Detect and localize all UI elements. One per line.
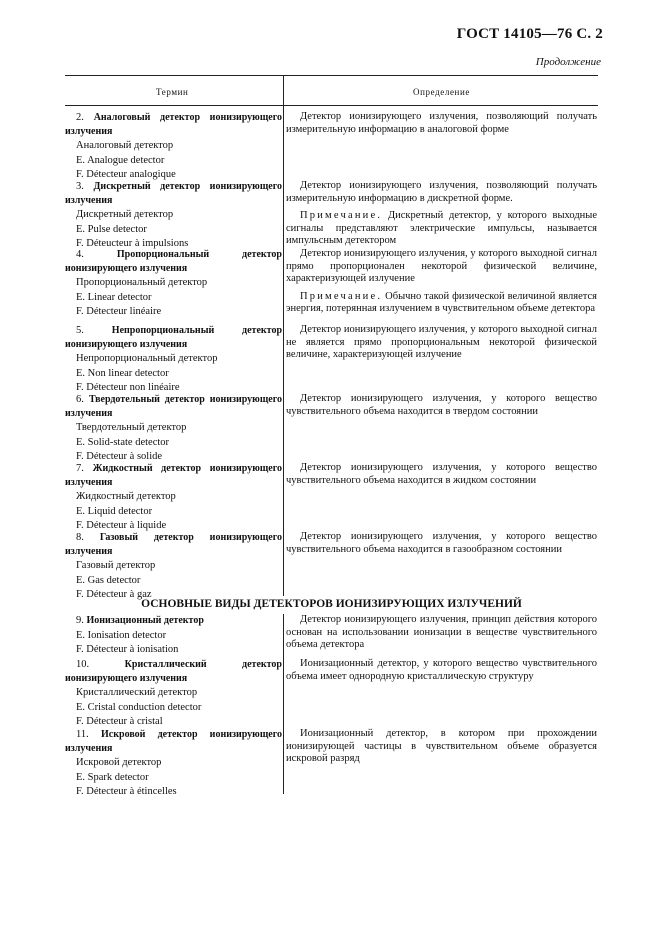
- term-name: Газовый детектор ионизирующего излучения: [65, 532, 282, 557]
- definition-cell: [286, 393, 597, 418]
- term-variant: F. Détecteur non linéaire: [76, 382, 180, 393]
- term-number: 8.: [76, 532, 84, 543]
- term-variant: F. Détecteur linéaire: [76, 306, 162, 317]
- definition-cell: [286, 248, 597, 316]
- term-name: Искровой детектор ионизирующего излучения: [65, 729, 282, 754]
- term-variant: F. Détecteur à étincelles: [76, 786, 177, 797]
- note-text: Обычно такой физической величиной является энергия, потерянная излучением в чувствительном объеме детектора: [286, 290, 597, 314]
- term-cell: [65, 393, 282, 464]
- term-title: [65, 180, 282, 207]
- definition-cell: [286, 728, 597, 766]
- term-number: 11.: [76, 729, 89, 740]
- note-label: Примечание.: [300, 290, 383, 302]
- term-cell: [65, 111, 282, 182]
- section-heading: ОСНОВНЫЕ ВИДЫ ДЕТЕКТОРОВ ИОНИЗИРУЮЩИХ ИЗЛУЧЕНИЙ: [141, 598, 522, 610]
- term-variant: Твердотельный детектор: [76, 422, 187, 433]
- term-number: 3.: [76, 181, 84, 192]
- term-name: Кристаллический детектор ионизирующего излучения: [65, 659, 282, 684]
- definition-cell: [286, 658, 597, 683]
- term-name: Пропорциональный детектор ионизирующего излучения: [65, 249, 282, 274]
- term-title: [65, 324, 282, 351]
- term-variant: F. Détecteur analogique: [76, 169, 176, 180]
- definition-text: Детектор ионизирующего излучения, у которого выходной сигнал не является прямо пропорциональным некоторой физической величине, характеризующей излучение: [286, 324, 597, 360]
- definition-note: [286, 210, 597, 248]
- term-name: Аналоговый детектор ионизирующего излучения: [65, 112, 282, 137]
- note-text: Дискретный детектор, у которого выходные сигналы представляют электрические импульсы, называется импульсным детектором: [286, 210, 597, 246]
- term-variant: F. Détecteur à cristal: [76, 716, 163, 727]
- term-variant: Искровой детектор: [76, 757, 162, 768]
- definition-text: Детектор ионизирующего излучения, у которого вещество чувствительного объема находится в газообразном состоянии: [286, 531, 597, 555]
- definition-cell: [286, 111, 597, 136]
- term-variant: E. Ionisation detector: [76, 629, 167, 641]
- term-variant: Дискретный детектор: [76, 209, 174, 220]
- column-header-term: Термин: [156, 87, 189, 97]
- continuation-label: Продолжение: [535, 56, 601, 68]
- column-divider-upper: [283, 105, 284, 596]
- term-variant: E. Linear detector: [76, 291, 152, 303]
- table-header-rule: [65, 105, 598, 106]
- term-variant: F. Déteucteur à impulsions: [76, 238, 189, 249]
- term-cell: [65, 324, 282, 395]
- term-variant: Жидкостный детектор: [76, 491, 176, 502]
- term-number: 9.: [76, 615, 84, 626]
- term-title: [65, 462, 282, 489]
- term-title: [65, 531, 282, 558]
- term-name: Ионизационный детектор: [86, 615, 204, 626]
- term-title: [65, 614, 282, 628]
- table-top-rule: [65, 75, 598, 76]
- definition-note: [286, 291, 597, 316]
- term-number: 6.: [76, 394, 84, 405]
- term-variant: F. Détecteur à ionisation: [76, 644, 179, 655]
- term-name: Жидкостный детектор ионизирующего излучения: [65, 463, 283, 488]
- definition-text: Ионизационный детектор, в котором при прохождении ионизирующей частицы в чувствительном объеме образуется искровой разряд: [286, 728, 597, 764]
- definition-text: Детектор ионизирующего излучения, у которого вещество чувствительного объема находится в жидком состоянии: [286, 462, 597, 486]
- term-variant: Аналоговый детектор: [76, 140, 174, 151]
- term-name: Непропорциональный детектор ионизирующего излучения: [65, 325, 283, 350]
- term-variant: F. Détecteur à gaz: [76, 589, 152, 600]
- term-name: Твердотельный детектор ионизирующего излучения: [65, 394, 282, 419]
- definition-text: Детектор ионизирующего излучения, позволяющий получать измерительную информацию в аналоговой форме: [286, 111, 597, 135]
- term-variant: E. Spark detector: [76, 771, 149, 783]
- column-divider-lower: [283, 614, 284, 794]
- term-variant: F. Détecteur à solide: [76, 451, 163, 462]
- term-variant: F. Détecteur à liquide: [76, 520, 167, 531]
- definition-cell: [286, 531, 597, 556]
- term-title: [65, 728, 282, 755]
- term-number: 2.: [76, 112, 84, 123]
- term-variant: E. Pulse detector: [76, 223, 147, 235]
- term-title: [65, 393, 282, 420]
- term-cell: [65, 531, 282, 602]
- term-cell: [65, 614, 282, 657]
- term-number: 5.: [76, 325, 84, 336]
- term-cell: [65, 462, 282, 533]
- definition-cell: [286, 614, 597, 652]
- term-cell: [65, 180, 282, 251]
- term-variant: E. Analogue detector: [76, 154, 165, 166]
- term-cell: [65, 248, 282, 319]
- term-variant: Пропорциональный детектор: [76, 277, 208, 288]
- term-number: 10.: [76, 659, 90, 670]
- term-name: Дискретный детектор ионизирующего излучения: [65, 181, 282, 206]
- definition-text: Детектор ионизирующего излучения, у которого выходной сигнал прямо пропорционален некоторой физической величине, характеризующей излучение: [286, 248, 597, 284]
- definition-text: Детектор ионизирующего излучения, у которого вещество чувствительного объема находится в твердом состоянии: [286, 393, 597, 417]
- term-cell: [65, 658, 282, 729]
- term-variant: Непропорциональный детектор: [76, 353, 218, 364]
- term-title: [65, 111, 282, 138]
- term-number: 7.: [76, 463, 84, 474]
- page-title: ГОСТ 14105—76 С. 2: [456, 26, 603, 42]
- term-title: [65, 248, 282, 275]
- term-variant: E. Liquid detector: [76, 505, 153, 517]
- definition-text: Детектор ионизирующего излучения, позволяющий получать измерительную информацию в дискретной форме.: [286, 180, 597, 204]
- column-divider-header: [283, 75, 284, 105]
- term-variant: E. Solid-state detector: [76, 436, 170, 448]
- term-variant: E. Gas detector: [76, 574, 141, 586]
- definition-text: Детектор ионизирующего излучения, принцип действия которого основан на использовании ионизации в веществе чувствительного объема детектора: [286, 614, 597, 650]
- definition-cell: [286, 180, 597, 248]
- definition-cell: [286, 462, 597, 487]
- column-header-definition: Определение: [413, 87, 470, 97]
- term-variant: Кристаллический детектор: [76, 687, 198, 698]
- term-variant: E. Cristal conduction detector: [76, 701, 202, 713]
- term-cell: [65, 728, 282, 799]
- term-title: [65, 658, 282, 685]
- term-variant: Газовый детектор: [76, 560, 156, 571]
- note-label: Примечание.: [300, 210, 383, 221]
- term-variant: E. Non linear detector: [76, 367, 169, 379]
- definition-cell: [286, 324, 597, 362]
- term-number: 4.: [76, 249, 84, 260]
- definition-text: Ионизационный детектор, у которого вещество чувствительного объема имеет однородную кристаллическую структуру: [286, 658, 597, 682]
